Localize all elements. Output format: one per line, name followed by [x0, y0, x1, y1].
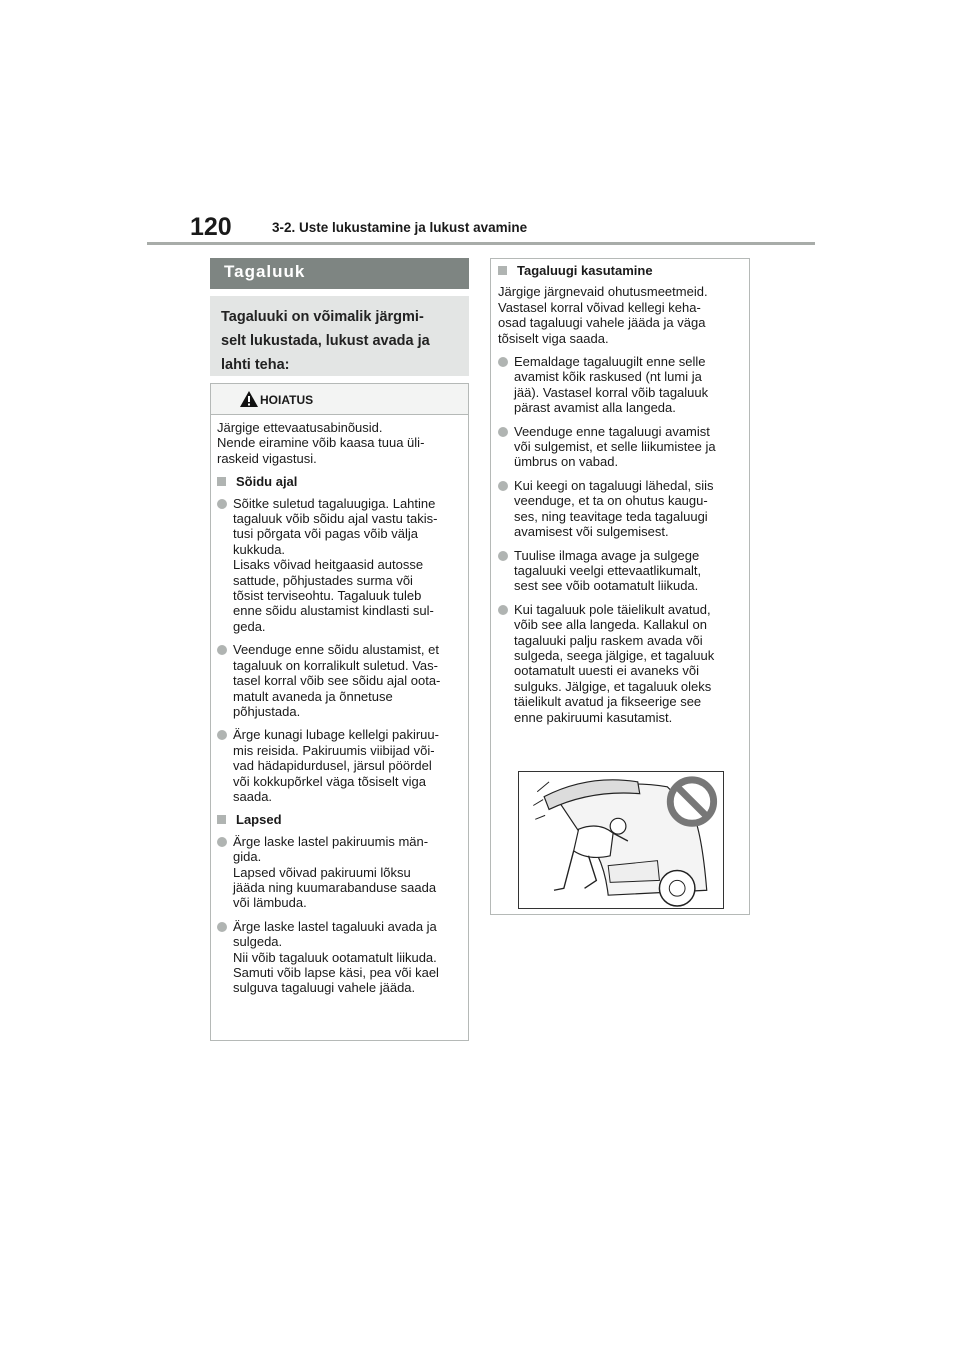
bullet-item: [498, 424, 743, 470]
bullet-item: [217, 642, 462, 719]
section-title: Tagaluuk: [210, 258, 469, 289]
section-intro: [210, 296, 469, 376]
round-bullet-icon: [217, 730, 227, 740]
warning-box: [210, 383, 469, 1041]
square-bullet-icon: [217, 815, 226, 824]
warning-intro: [217, 420, 462, 466]
intro-line: lahti teha:: [221, 357, 290, 373]
bullet-line: Samuti võib lapse käsi, pea või kael: [233, 965, 439, 980]
bullet-item: [217, 496, 462, 635]
bullet-item: [498, 354, 743, 416]
bullet-line: geda.: [233, 618, 266, 634]
bullet-line: või kokkupõrkel väga tõsiselt viga: [233, 773, 426, 789]
bullet-line: Nii võib tagaluuk ootamatult liikuda.: [233, 949, 437, 965]
tailgate-prohibition-illustration: [518, 771, 724, 909]
page-number: 120: [190, 213, 232, 241]
bullet-item: [498, 478, 743, 540]
bullet-line: Ärge laske lastel pakiruumis män-: [233, 833, 429, 849]
bullet-line: pärast avamist alla langeda.: [514, 400, 676, 416]
bullet-line: Kui keegi on tagaluugi lähedal, siis: [514, 477, 714, 493]
bullet-line: avamisest või sulgemisest.: [514, 524, 669, 540]
bullet-line: enne sõidu alustamist kindlasti sul-: [233, 603, 434, 619]
bullet-line: sulgeda.: [233, 934, 283, 950]
warning-title: HOIATUS: [260, 393, 314, 407]
bullet-item: [217, 834, 462, 911]
bullet-line: Eemaldage tagaluugilt enne selle: [514, 354, 706, 370]
warning-group-heading: [217, 812, 462, 827]
bullet-line: gida.: [233, 849, 262, 865]
bullet-line: saada.: [233, 788, 273, 804]
warning-header: [211, 384, 468, 415]
bullet-line: mis reisida. Pakiruumis viibijad või-: [233, 742, 435, 758]
info-box: [490, 258, 750, 915]
warning-groups: [217, 474, 462, 996]
bullet-line: Sõitke suletud tagaluugiga. Lahtine: [233, 495, 436, 511]
bullet-line: või lämbuda.: [233, 895, 307, 911]
bullet-line: tasel korral võib see sõidu ajal oota-: [233, 673, 441, 689]
bullet-line: võib see alla langeda. Kallakul on: [514, 617, 707, 633]
bullet-line: tagaluuk võib sõidu ajal vastu takis-: [233, 511, 438, 527]
bullet-line: tusi põrgata või pagas võib välja: [233, 526, 419, 542]
bullet-line: sattude, põhjustades surma või: [233, 572, 413, 588]
bullet-line: jääda ning kuumarabanduse saada: [233, 879, 437, 895]
bullet-item: [498, 548, 743, 594]
bullet-line: täielikult avatud ja fikseerige see: [514, 694, 702, 710]
header-divider: [147, 242, 815, 245]
text-line: Järgige ettevaatusabinõusid.: [217, 420, 383, 435]
bullet-item: [217, 919, 462, 996]
round-bullet-icon: [498, 427, 508, 437]
info-bullets: [498, 354, 743, 725]
bullet-line: veenduge, et ta on ohutus kaugu-: [514, 493, 708, 509]
text-line: Järgige järgnevaid ohutusmeetmeid.: [498, 284, 708, 300]
info-intro: [498, 284, 743, 346]
round-bullet-icon: [498, 551, 508, 561]
warning-triangle-icon: [239, 390, 259, 408]
bullet-line: või sulgemist, et selle liikumistee ja: [514, 439, 716, 455]
round-bullet-icon: [498, 481, 508, 491]
round-bullet-icon: [217, 922, 227, 932]
bullet-line: sulguva tagaluugi vahele jääda.: [233, 980, 416, 996]
bullet-line: põhjustada.: [233, 703, 301, 719]
bullet-line: Lisaks võivad heitgaasid autosse: [233, 557, 424, 573]
bullet-line: avamist kõik raskused (nt lumi ja: [514, 369, 702, 385]
text-line: Vastasel korral võivad kellegi keha-: [498, 299, 701, 315]
round-bullet-icon: [217, 837, 227, 847]
bullet-line: ootamatult uuesti ei avaneks või: [514, 663, 699, 679]
bullet-line: tagaluuki palju raskem avada või: [514, 632, 703, 648]
square-bullet-icon: [217, 477, 226, 486]
bullet-line: tõsist terviseohtu. Tagaluuk tuleb: [233, 588, 422, 604]
bullet-line: Veenduge enne sõidu alustamist, et: [233, 642, 439, 658]
square-bullet-icon: [498, 266, 507, 275]
intro-line: selt lukustada, lukust avada ja: [221, 333, 430, 349]
heading-text: Lapsed: [236, 812, 282, 828]
chapter-title: 3-2. Uste lukustamine ja lukust avamine: [272, 220, 528, 235]
bullet-line: ses, ning teavitage teda tagaluugi: [514, 508, 708, 524]
round-bullet-icon: [498, 605, 508, 615]
warning-group-heading: [217, 474, 462, 489]
bullet-item: [498, 602, 743, 725]
bullet-line: Tuulise ilmaga avage ja sulgege: [514, 547, 700, 563]
text-line: osad tagaluugi vahele jääda ja väga: [498, 315, 706, 331]
bullet-line: ümbrus on vabad.: [514, 454, 619, 470]
bullet-line: kukkuda.: [233, 541, 286, 557]
bullet-line: Lapsed võivad pakiruumi lõksu: [233, 864, 411, 880]
bullet-line: tagaluuk on korralikult suletud. Vas-: [233, 657, 438, 673]
bullet-line: sulguks. Jälgige, et tagaluuk oleks: [514, 678, 712, 694]
intro-line: Tagaluuki on võimalik järgmi-: [221, 309, 424, 325]
bullet-line: jää). Vastasel korral võib tagaluuk: [514, 384, 709, 400]
bullet-line: sest see võib ootamatult liikuda.: [514, 578, 699, 594]
round-bullet-icon: [498, 357, 508, 367]
bullet-line: Ärge kunagi lubage kellelgi pakiruu-: [233, 727, 439, 743]
warning-body: [211, 415, 468, 996]
info-heading-text: Tagaluugi kasutamine: [517, 263, 653, 278]
text-line: tõsiselt viga saada.: [498, 330, 609, 346]
round-bullet-icon: [217, 499, 227, 509]
bullet-line: Kui tagaluuk pole täielikult avatud,: [514, 601, 711, 617]
round-bullet-icon: [217, 645, 227, 655]
bullet-line: Ärge laske lastel tagaluuki avada ja: [233, 918, 437, 934]
bullet-line: Veenduge enne tagaluugi avamist: [514, 423, 710, 439]
bullet-line: enne pakiruumi kasutamist.: [514, 709, 673, 725]
bullet-line: tagaluuki veelgi ettevaatlikumalt,: [514, 562, 702, 578]
bullet-line: vad hädapidurdusel, järsul pöördel: [233, 758, 432, 774]
text-line: Nende eiramine võib kaasa tuua üli-: [217, 435, 425, 451]
text-line: raskeid vigastusi.: [217, 450, 317, 466]
bullet-line: matult avaneda ja õnnetuse: [233, 688, 393, 704]
bullet-line: sulgeda, seega jälgige, et tagaluuk: [514, 647, 715, 663]
bullet-item: [217, 727, 462, 804]
heading-text: Sõidu ajal: [236, 474, 298, 490]
info-heading: [498, 263, 743, 278]
